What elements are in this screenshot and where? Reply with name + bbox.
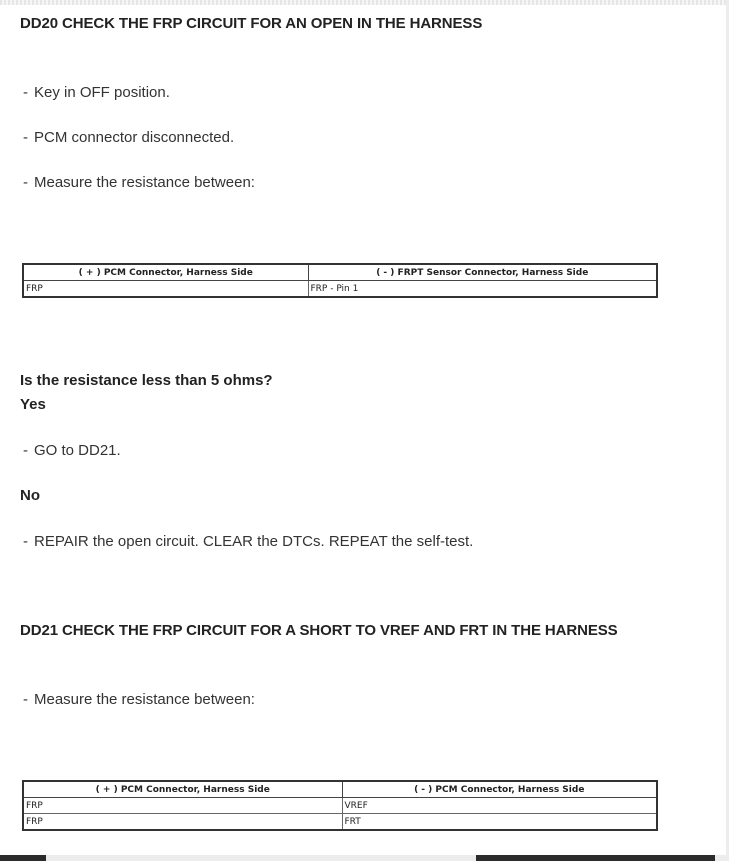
table-header-row [23, 264, 657, 281]
yes-action: - GO to DD21. [23, 442, 121, 459]
step-measure-resistance: - Measure the resistance between: [23, 174, 255, 191]
no-label: No [20, 487, 40, 504]
table-row [23, 798, 657, 814]
bottom-scroll-bar [0, 855, 729, 861]
table-row [23, 814, 657, 831]
table-header-pcm-connector-plus: ( + ) PCM Connector, Harness Side [23, 781, 342, 798]
step-measure-resistance-dd21: - Measure the resistance between: [23, 691, 255, 708]
table-cell: FRP [23, 798, 342, 814]
table-cell: FRP - Pin 1 [308, 281, 657, 298]
table-cell: VREF [342, 798, 657, 814]
step-key-off: - Key in OFF position. [23, 84, 170, 101]
table-header-pcm-connector: ( + ) PCM Connector, Harness Side [23, 264, 308, 281]
section-dd20-heading: DD20 CHECK THE FRP CIRCUIT FOR AN OPEN IN THE HARNESS [20, 15, 483, 32]
section-dd21-heading: DD21 CHECK THE FRP CIRCUIT FOR A SHORT TO VREF AND FRT IN THE HARNESS [20, 622, 618, 639]
table-header-pcm-connector-minus: ( - ) PCM Connector, Harness Side [342, 781, 657, 798]
no-action: - REPAIR the open circuit. CLEAR the DTCs. REPEAT the self-test. [23, 533, 474, 550]
bottom-bar-segment-left [0, 855, 46, 861]
table-header-frpt-sensor-connector: ( - ) FRPT Sensor Connector, Harness Side [308, 264, 657, 281]
table-row [23, 281, 657, 298]
yes-label: Yes [20, 396, 46, 413]
step-pcm-disconnected: - PCM connector disconnected. [23, 129, 235, 146]
table-header-row [23, 781, 657, 798]
table-cell: FRP [23, 814, 342, 831]
top-border [0, 0, 729, 5]
resistance-table-dd20 [22, 263, 658, 298]
table-cell: FRT [342, 814, 657, 831]
resistance-question: Is the resistance less than 5 ohms? [20, 372, 273, 389]
resistance-table-dd21 [22, 780, 658, 831]
table-cell: FRP [23, 281, 308, 298]
bottom-bar-segment-right [476, 855, 715, 861]
